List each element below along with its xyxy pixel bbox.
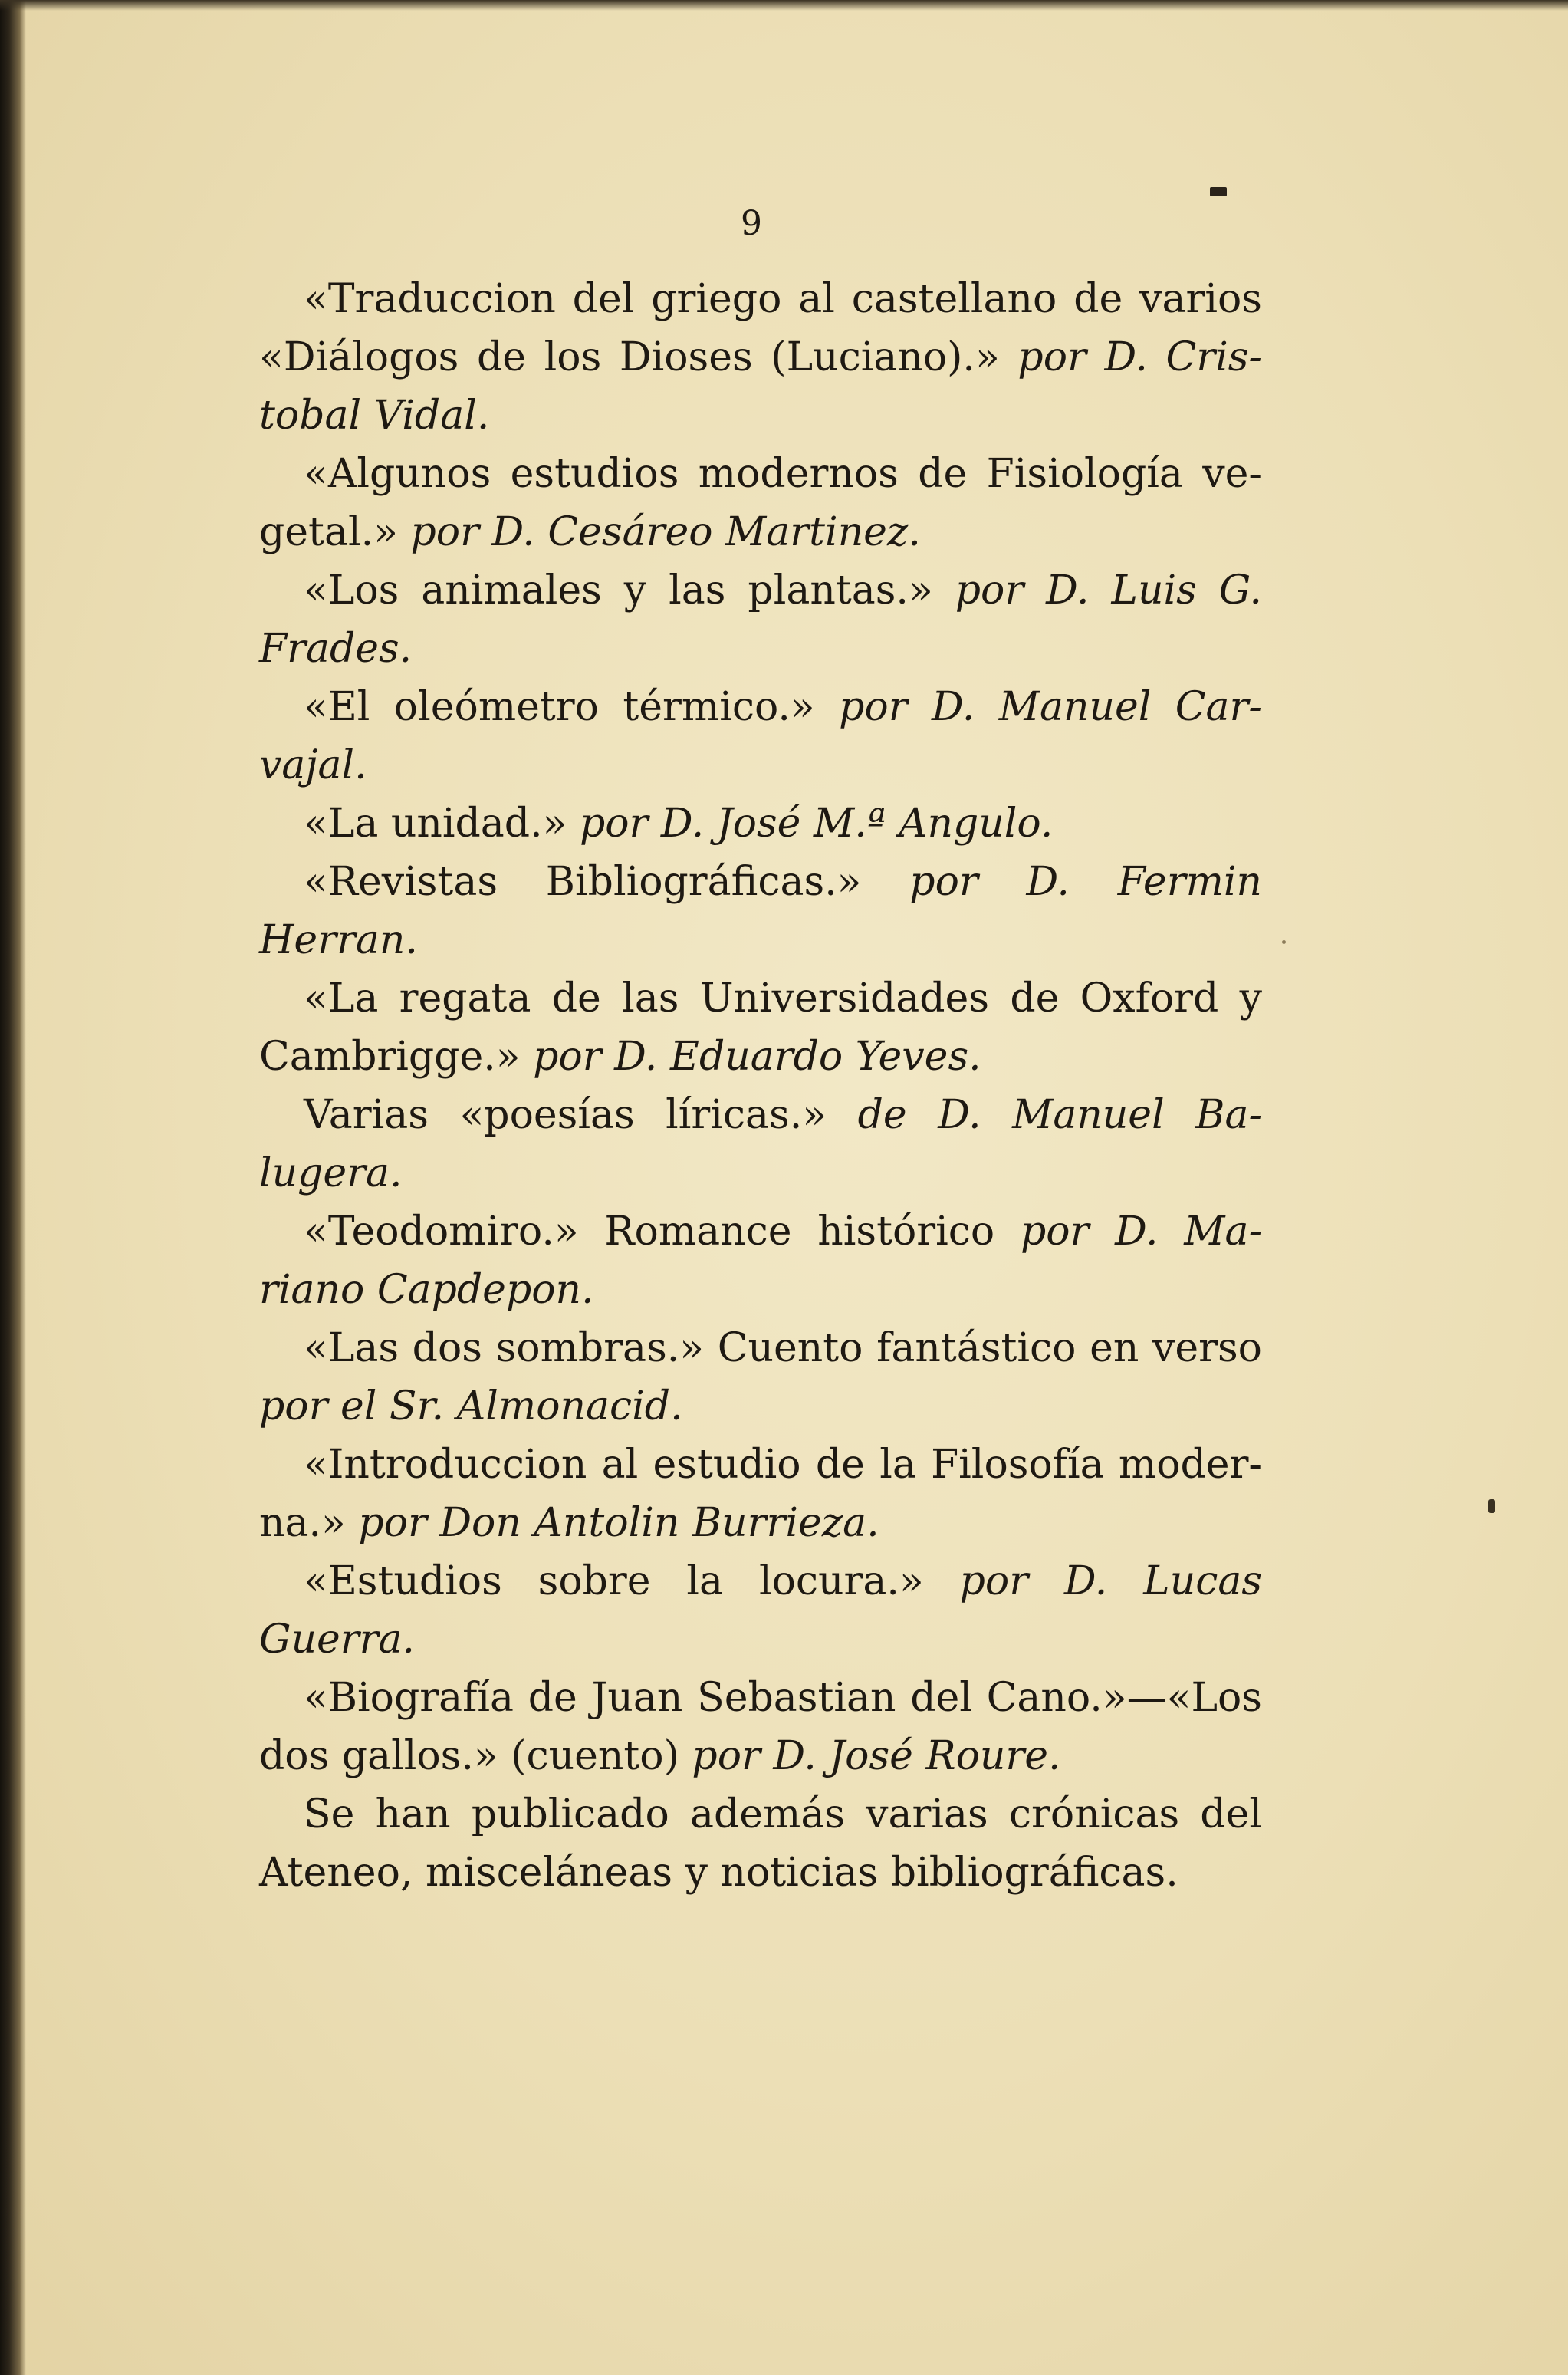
page-number: 9 xyxy=(741,204,762,243)
text-line: «El oleómetro térmico.» por D. Manuel Car- xyxy=(304,684,1262,730)
text-line: na.» por Don Antolin Burrieza. xyxy=(259,1500,879,1546)
text-line: «La unidad.» por D. José M.ª Angulo. xyxy=(304,801,1054,847)
text-line: Herran. xyxy=(259,917,418,963)
text-line: Se han publicado además varias crónicas del xyxy=(304,1791,1262,1837)
text-line: por el Sr. Almonacid. xyxy=(259,1383,683,1429)
text-line: «Traduccion del griego al castellano de varios xyxy=(304,276,1262,322)
text-line: tobal Vidal. xyxy=(259,393,490,439)
text-block xyxy=(259,270,1262,1902)
text-line: riano Capdepon. xyxy=(259,1267,594,1313)
text-line: «La regata de las Universidades de Oxford y xyxy=(304,975,1262,1021)
ink-mark xyxy=(1488,1499,1495,1513)
text-line: getal.» por D. Cesáreo Martinez. xyxy=(259,509,921,555)
text-line: «Teodomiro.» Romance histórico por D. Ma- xyxy=(304,1209,1263,1255)
text-line: dos gallos.» (cuento) por D. José Roure. xyxy=(259,1733,1061,1779)
gutter-shadow xyxy=(0,0,26,2375)
text-line: Varias «poesías líricas.» de D. Manuel Ba- xyxy=(304,1092,1263,1138)
text-line: Ateneo, misceláneas y noticias bibliográficas. xyxy=(259,1850,1178,1896)
text-line: Frades. xyxy=(259,626,413,672)
text-line: «Los animales y las plantas.» por D. Luis G. xyxy=(304,567,1262,613)
text-line: lugera. xyxy=(259,1150,403,1196)
text-line: «Estudios sobre la locura.» por D. Lucas xyxy=(304,1558,1263,1604)
text-line: «Diálogos de los Dioses (Luciano).» por D. Cris- xyxy=(259,334,1262,380)
text-line: «Introduccion al estudio de la Filosofía moder- xyxy=(304,1442,1262,1488)
text-line: Cambrigge.» por D. Eduardo Yeves. xyxy=(259,1034,981,1080)
text-line: vajal. xyxy=(259,742,367,788)
text-line: «Las dos sombras.» Cuento fantástico en verso xyxy=(304,1325,1262,1371)
text-line: «Algunos estudios modernos de Fisiología ve- xyxy=(304,451,1262,497)
top-edge-shadow xyxy=(0,0,1568,11)
ink-mark xyxy=(1210,187,1227,196)
paper-speck xyxy=(1282,940,1286,944)
text-line: Guerra. xyxy=(259,1617,416,1663)
text-line: «Revistas Bibliográficas.» por D. Fermin xyxy=(304,859,1262,905)
text-line: «Biografía de Juan Sebastian del Cano.»—«Los xyxy=(304,1675,1262,1721)
